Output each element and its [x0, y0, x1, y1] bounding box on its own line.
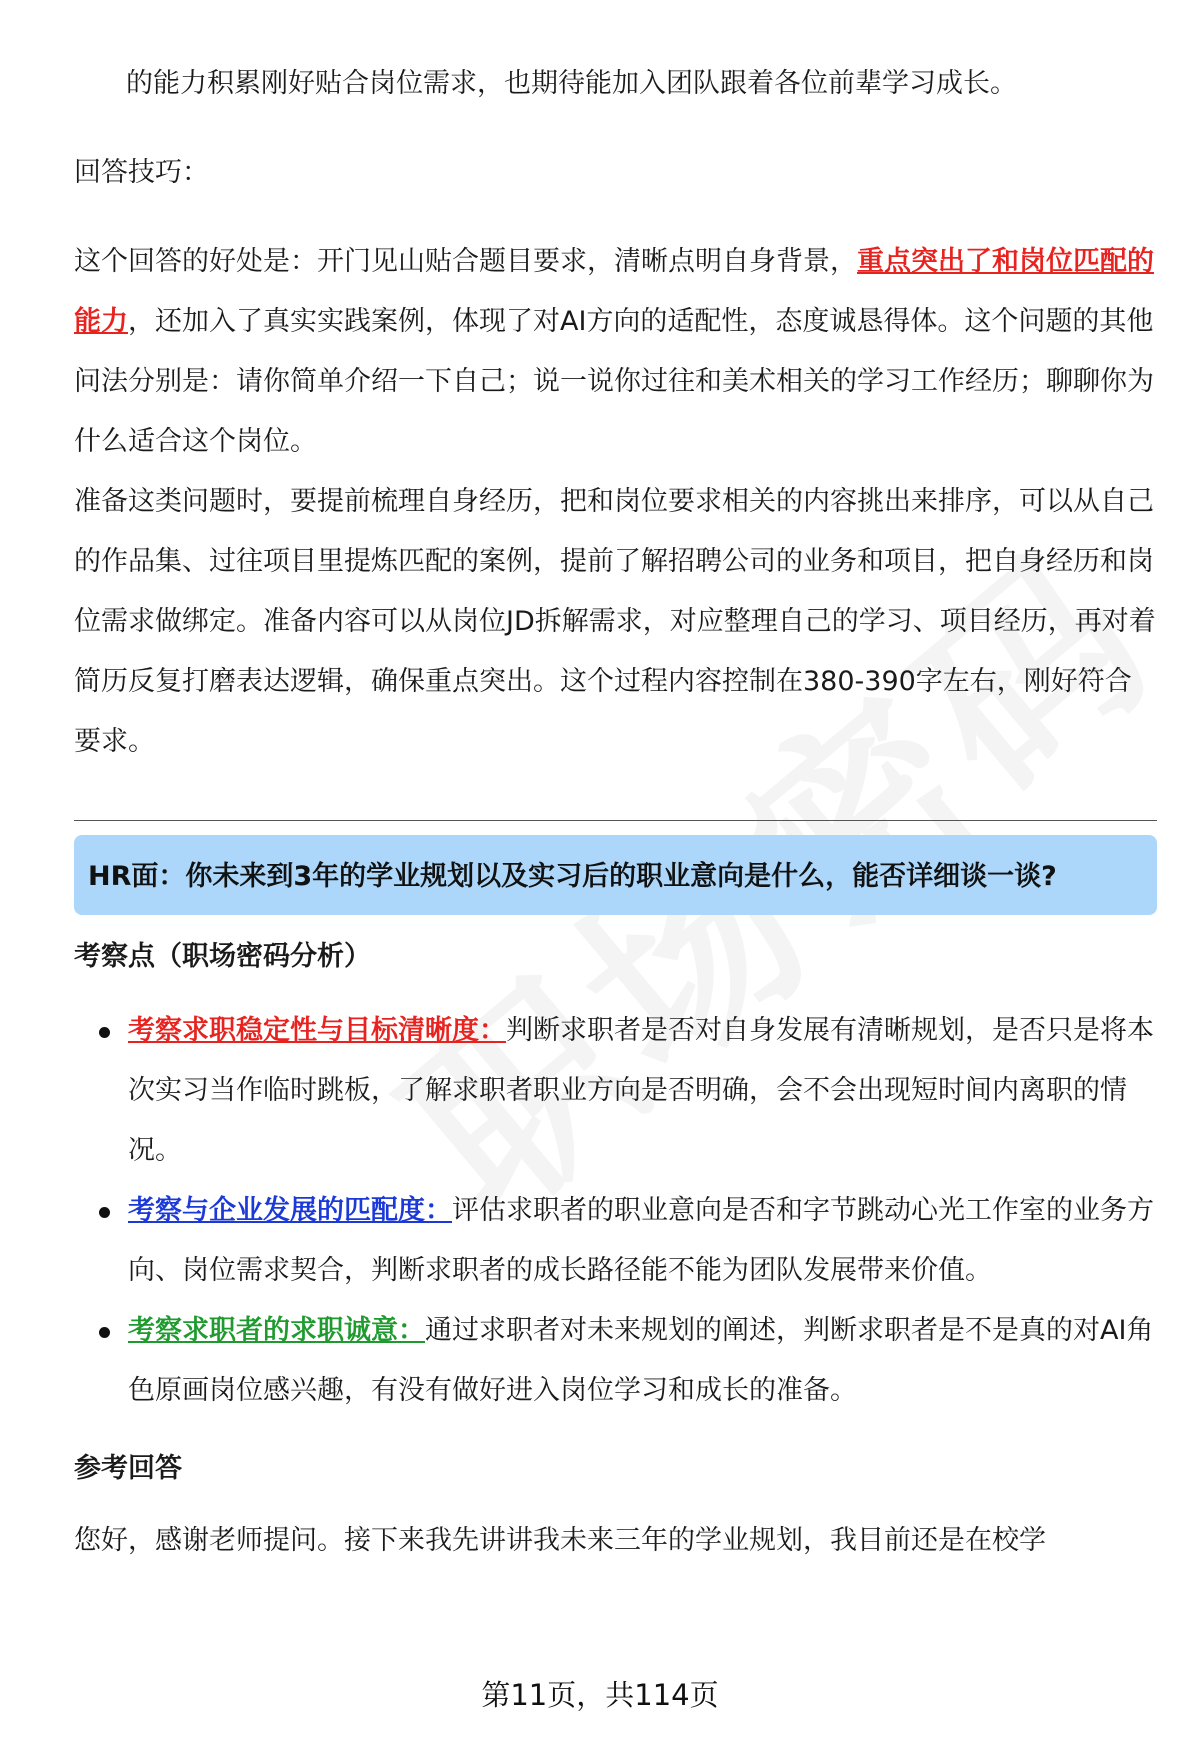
analysis-point-fit	[74, 1181, 1157, 1301]
question-box: HR面：你未来到3年的学业规划以及实习后的职业意向是什么，能否详细谈一谈?	[74, 835, 1157, 915]
bullet-dot	[99, 1207, 110, 1218]
analysis-point-stability	[74, 1001, 1157, 1181]
page-number: 第11页，共114页	[481, 1678, 719, 1712]
reference-heading: 参考回答	[74, 1453, 182, 1484]
point-label: 考察与企业发展的匹配度：	[128, 1195, 452, 1226]
page-content	[74, 54, 1157, 1571]
section-divider	[74, 820, 1157, 821]
analysis-heading: 考察点（职场密码分析）	[74, 941, 371, 972]
tips-text-after: ，还加入了真实实践案例，体现了对AI方向的适配性，态度诚恳得体。这个问题的其他问法分别是：请你简单介绍一下自己；说一说你过往和美术相关的学习工作经历；聊聊你为什么适合这个岗位。	[74, 306, 1154, 457]
point-label: 考察求职稳定性与目标清晰度：	[128, 1015, 506, 1046]
point-text: 通过求职者对未来规划的阐述，判断求职者是不是真的对AI角色原画岗位感兴趣，有没有做好进入岗位学习和成长的准备。	[128, 1315, 1154, 1406]
tips-label: 回答技巧：	[74, 157, 209, 188]
analysis-points	[74, 1001, 1157, 1421]
point-label: 考察求职者的求职诚意：	[128, 1315, 425, 1346]
reference-answer: 您好，感谢老师提问。接下来我先讲讲我未来三年的学业规划，我目前还是在校学	[74, 1525, 1046, 1556]
tips-text-before: 这个回答的好处是：开门见山贴合题目要求，清晰点明自身背景，	[74, 246, 857, 277]
intro-lead-line: 的能力积累刚好贴合岗位需求，也期待能加入团队跟着各位前辈学习成长。	[126, 68, 1017, 99]
analysis-point-sincerity	[74, 1301, 1157, 1421]
point-text: 判断求职者是否对自身发展有清晰规划，是否只是将本次实习当作临时跳板，了解求职者职业方向是否明确，会不会出现短时间内离职的情况。	[128, 1015, 1154, 1166]
prep-paragraph: 准备这类问题时，要提前梳理自身经历，把和岗位要求相关的内容挑出来排序，可以从自己的作品集、过往项目里提炼匹配的案例，提前了解招聘公司的业务和项目，把自身经历和岗位需求做绑定。准备内容可以从岗位JD拆解需求，对应整理自己的学习、项目经历，再对着简历反复打磨表达逻辑，确保重点突出。这个过程内容控制在380-390字左右，刚好符合要求。	[74, 486, 1156, 757]
bullet-dot	[99, 1327, 110, 1338]
tips-paragraph	[74, 232, 1157, 472]
tips-highlight: 重点突出了和岗位匹配的能力	[74, 246, 1154, 337]
bullet-dot	[99, 1027, 110, 1038]
point-text: 评估求职者的职业意向是否和字节跳动心光工作室的业务方向、岗位需求契合，判断求职者的成长路径能不能为团队发展带来价值。	[128, 1195, 1154, 1286]
